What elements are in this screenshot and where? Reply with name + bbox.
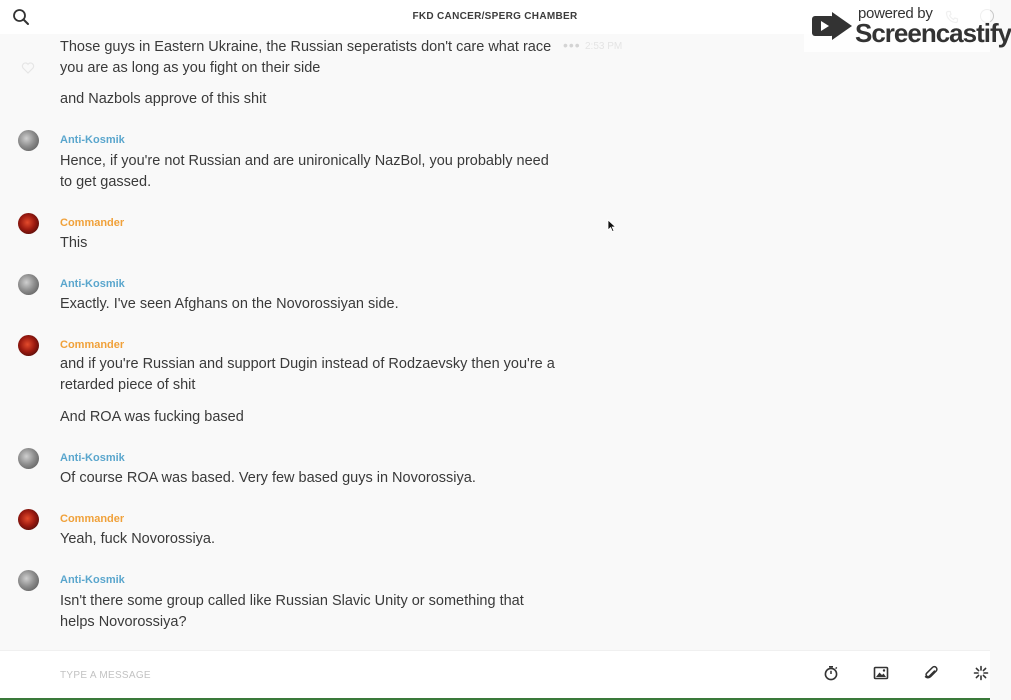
sparkle-icon[interactable]	[973, 665, 989, 681]
image-icon[interactable]	[873, 665, 889, 681]
message-author[interactable]: Commander	[60, 217, 125, 229]
chat-title: FKD CANCER/SPERG CHAMBER	[412, 11, 578, 22]
message-text: Isn't there some group called like Russian Slavic Unity or something that helps Novorossiya?	[60, 593, 524, 630]
message-text: Those guys in Eastern Ukraine, the Russian seperatists don't care what race you are as long as you fight on their side	[60, 39, 552, 76]
screencastify-watermark	[804, 0, 1011, 52]
message-author[interactable]: Anti-Kosmik	[60, 574, 125, 586]
message-text: This	[60, 235, 88, 251]
watermark-brand: Screencastify	[855, 18, 1011, 48]
avatar[interactable]	[18, 570, 39, 591]
message-author[interactable]: Commander	[60, 513, 125, 525]
heart-icon[interactable]	[21, 61, 35, 75]
message-text: and if you're Russian and support Dugin instead of Rodzaevsky then you're a retarded piece of shit	[60, 356, 555, 393]
message-text: Exactly. I've seen Afghans on the Novorossiyan side.	[60, 296, 399, 312]
watermark-tagline: powered by	[858, 5, 933, 22]
mouse-cursor-icon	[607, 219, 617, 233]
message-text: Yeah, fuck Novorossiya.	[60, 531, 216, 547]
paperclip-icon[interactable]	[923, 665, 939, 681]
message-author[interactable]: Anti-Kosmik	[60, 278, 125, 290]
message-text: and Nazbols approve of this shit	[60, 91, 267, 107]
avatar[interactable]	[18, 213, 39, 234]
message-text: And ROA was fucking based	[60, 409, 244, 425]
message-author[interactable]: Anti-Kosmik	[60, 134, 125, 146]
message-timestamp: 2:53 PM	[585, 41, 623, 52]
message-composer	[0, 650, 990, 698]
message-author[interactable]: Anti-Kosmik	[60, 452, 125, 464]
message-input[interactable]	[60, 663, 760, 687]
avatar[interactable]	[18, 274, 39, 295]
more-options-icon[interactable]: •••	[563, 37, 581, 53]
message-text: Hence, if you're not Russian and are unironically NazBol, you probably need to get gassed.	[60, 153, 549, 190]
avatar[interactable]	[18, 130, 39, 151]
message-author[interactable]: Commander	[60, 339, 125, 351]
message-text: Of course ROA was based. Very few based guys in Novorossiya.	[60, 470, 476, 486]
screencastify-logo-icon	[810, 8, 854, 44]
timer-icon[interactable]	[823, 665, 839, 681]
avatar[interactable]	[18, 448, 39, 469]
avatar[interactable]	[18, 335, 39, 356]
avatar[interactable]	[18, 509, 39, 530]
